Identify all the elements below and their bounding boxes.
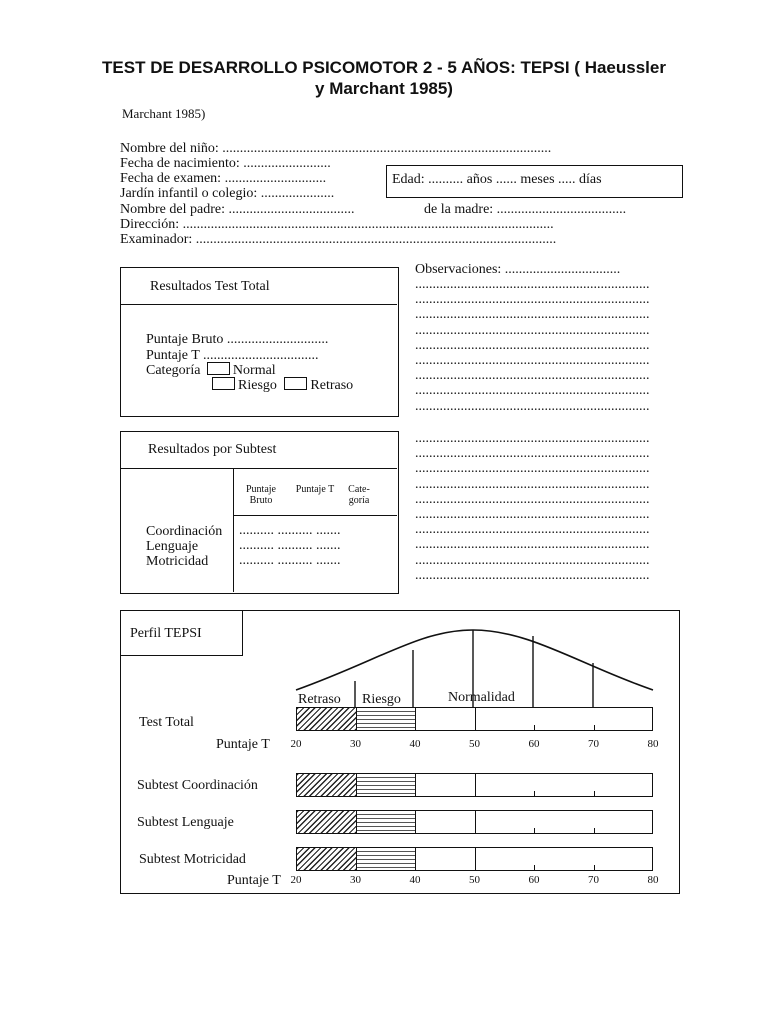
field-nombre-nino[interactable]: Nombre del niño: ..............................................................................................: [120, 141, 552, 156]
observaciones-line[interactable]: ...................................................................: [415, 398, 650, 414]
perfil-tick: [534, 791, 535, 796]
scale-tick-label: 40: [409, 874, 421, 886]
field-edad[interactable]: Edad: .......... años ...... meses ..... días: [392, 172, 602, 187]
perfil-divider: [415, 810, 416, 834]
perfil-tick: [534, 725, 535, 730]
scale-tick-label: 30: [350, 874, 361, 886]
scale-tick-label: 50: [469, 874, 480, 886]
title-line-2: y Marchant 1985): [315, 79, 453, 98]
observaciones-line[interactable]: ...................................................................: [415, 353, 650, 368]
subtitle: Marchant 1985): [122, 106, 206, 121]
riesgo-label: Riesgo: [238, 378, 277, 393]
perfil-divider: [475, 847, 476, 871]
scale-tick-label: 80: [647, 874, 659, 886]
perfil-divider: [356, 847, 357, 871]
puntaje-t-field[interactable]: Puntaje T .................................: [146, 348, 319, 363]
title-line-1: TEST DE DESARROLLO PSICOMOTOR 2 - 5 AÑOS: TEPSI ( Haeussler: [102, 58, 666, 77]
perfil-row-label: Subtest Motricidad: [139, 852, 246, 867]
observaciones-line[interactable]: ...................................................................: [415, 292, 650, 308]
field-fecha-nacimiento[interactable]: Fecha de nacimiento: .........................: [120, 156, 331, 171]
normalidad-zone-label: Normalidad: [448, 690, 515, 705]
retraso-label: Retraso: [310, 378, 354, 393]
perfil-divider: [475, 707, 476, 731]
perfil-divider: [415, 773, 416, 797]
observaciones-line[interactable]: ...................................................................: [415, 476, 650, 492]
perfil-divider: [356, 773, 357, 797]
col-categoria: Cate- goría: [348, 484, 370, 506]
subtest-coordinacion: Coordinación: [146, 524, 223, 539]
categoria-label: Categoría: [146, 363, 201, 378]
field-direccion[interactable]: Dirección: ..........................................................................................................: [120, 217, 554, 232]
perfil-row-label: Subtest Coordinación: [137, 778, 258, 793]
observaciones-line[interactable]: ...................................................................: [415, 277, 650, 292]
scale-tick-label: 30: [350, 738, 361, 750]
observaciones-line[interactable]: ...................................................................: [415, 552, 650, 568]
observaciones-line[interactable]: ...................................................................: [415, 491, 650, 507]
perfil-tick: [594, 865, 595, 870]
retraso-zone: [297, 774, 356, 796]
resultados-subtest-header: Resultados por Subtest: [148, 442, 277, 457]
riesgo-zone-label: Riesgo: [362, 692, 401, 707]
perfil-divider: [356, 810, 357, 834]
col-puntaje-t: Puntaje T: [295, 484, 335, 495]
scale-tick-label: 80: [647, 738, 659, 750]
scale-tick-label: 50: [469, 738, 480, 750]
field-fecha-examen[interactable]: Fecha de examen: .............................: [120, 171, 327, 186]
scale-tick-label: 60: [528, 738, 540, 750]
perfil-divider: [356, 707, 357, 731]
perfil-divider: [415, 847, 416, 871]
observaciones-line[interactable]: ...................................................................: [415, 368, 650, 384]
observaciones-label: Observaciones: .................................: [415, 262, 621, 277]
scale-tick-label: 20: [290, 738, 302, 750]
retraso-zone-label: Retraso: [298, 692, 341, 707]
col-puntaje-bruto: Puntaje Bruto: [246, 484, 276, 506]
puntaje-bruto-field[interactable]: Puntaje Bruto .............................: [146, 332, 329, 347]
retraso-zone: [297, 811, 356, 833]
perfil-divider: [475, 810, 476, 834]
observaciones-line[interactable]: ...................................................................: [415, 307, 650, 323]
resultados-total-header: Resultados Test Total: [150, 279, 270, 294]
field-jardin[interactable]: Jardín infantil o colegio: .....................: [120, 186, 335, 201]
retraso-zone: [297, 848, 356, 870]
subtest-dots-2[interactable]: .......... .......... .......: [239, 538, 341, 553]
subtest-dots-1[interactable]: .......... .......... .......: [239, 523, 341, 538]
field-padre[interactable]: Nombre del padre: ....................................: [120, 202, 355, 217]
retraso-zone: [297, 708, 356, 730]
puntaje-t-scale-label: Puntaje T: [227, 873, 281, 888]
perfil-tick: [534, 828, 535, 833]
field-madre[interactable]: de la madre: .....................................: [424, 202, 627, 217]
observaciones-line[interactable]: ...................................................................: [415, 507, 650, 522]
scale-tick-label: 70: [588, 874, 599, 886]
observaciones-line[interactable]: ...................................................................: [415, 567, 650, 583]
perfil-row-label: Subtest Lenguaje: [137, 815, 234, 830]
puntaje-t-scale-label: Puntaje T: [216, 737, 270, 752]
observaciones-line[interactable]: ...................................................................: [415, 446, 650, 462]
perfil-tick: [594, 828, 595, 833]
perfil-row-label: Test Total: [139, 715, 194, 730]
perfil-tick: [594, 725, 595, 730]
observaciones-line[interactable]: ...................................................................: [415, 431, 650, 446]
riesgo-zone: [356, 811, 416, 833]
perfil-divider: [415, 707, 416, 731]
riesgo-zone: [356, 774, 416, 796]
subtest-dots-3[interactable]: .......... .......... .......: [239, 553, 341, 568]
riesgo-zone: [356, 848, 416, 870]
scale-tick-label: 70: [588, 738, 599, 750]
scale-tick-label: 60: [528, 874, 540, 886]
subtest-lenguaje: Lenguaje: [146, 539, 199, 554]
subtest-motricidad: Motricidad: [146, 554, 209, 569]
perfil-header: Perfil TEPSI: [130, 626, 202, 641]
observaciones-line[interactable]: ...................................................................: [415, 337, 650, 353]
observaciones-line[interactable]: ...................................................................: [415, 383, 650, 399]
scale-tick-label: 20: [290, 874, 302, 886]
normal-curve: [296, 630, 653, 690]
field-examinador[interactable]: Examinador: .......................................................................................................: [120, 232, 557, 247]
normal-label: Normal: [232, 363, 276, 378]
observaciones-line[interactable]: ...................................................................: [415, 522, 650, 538]
riesgo-zone: [356, 708, 416, 730]
scale-tick-label: 40: [409, 738, 421, 750]
observaciones-line[interactable]: ...................................................................: [415, 537, 650, 553]
observaciones-line[interactable]: ...................................................................: [415, 461, 650, 477]
perfil-tick: [534, 865, 535, 870]
observaciones-line[interactable]: ...................................................................: [415, 322, 650, 338]
perfil-tick: [594, 791, 595, 796]
perfil-divider: [475, 773, 476, 797]
